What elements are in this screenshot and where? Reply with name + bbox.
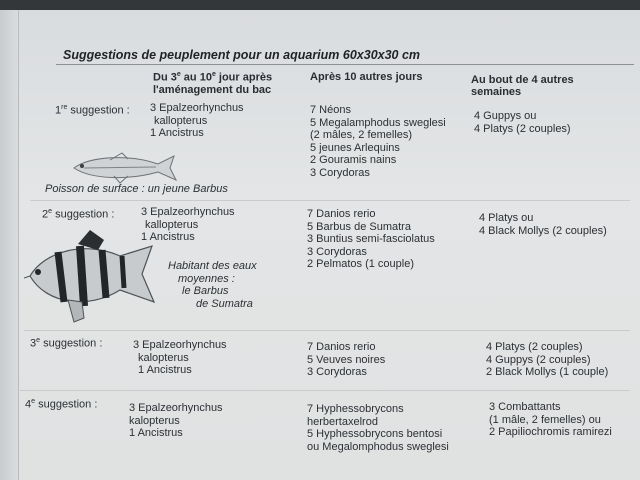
row-3-col-2: 7 Danios rerio 5 Veuves noires 3 Corydoras bbox=[307, 341, 386, 378]
row-label-2: 2e suggestion : bbox=[42, 208, 115, 221]
row-label-3: 3e suggestion : bbox=[30, 337, 103, 350]
row-1-col-1: 3 Epalzeorhynchus kallopterus 1 Ancistrus bbox=[150, 102, 244, 139]
row-2-col-2: 7 Danios rerio 5 Barbus de Sumatra 3 Buntius semi-fasciolatus 3 Corydoras 2 Pelmatos (1 couple) bbox=[307, 208, 435, 270]
row-4-col-1: 3 Epalzeorhynchus kalopterus 1 Ancistrus bbox=[129, 402, 223, 439]
page-title: Suggestions de peuplement pour un aquarium 60x30x30 cm bbox=[63, 48, 421, 62]
row-1-col-3: 4 Guppys ou 4 Platys (2 couples) bbox=[474, 110, 571, 135]
caption-sumatra-barb: Habitant des eaux moyennes : le Barbus de Sumatra bbox=[168, 260, 257, 310]
row-divider-3 bbox=[20, 390, 630, 391]
row-4-col-2: 7 Hyphessobrycons herbertaxelrod 5 Hyphessobrycons bentosi ou Megalomphodus sweglesi bbox=[307, 403, 449, 453]
row-2-col-3: 4 Platys ou 4 Black Mollys (2 couples) bbox=[479, 212, 607, 237]
row-divider-2 bbox=[24, 330, 630, 331]
sumatra-barb-icon bbox=[24, 230, 160, 326]
page-fold bbox=[0, 10, 19, 480]
row-divider-1 bbox=[30, 200, 630, 201]
row-label-4: 4e suggestion : bbox=[25, 398, 98, 411]
row-label-1: 1re suggestion : bbox=[55, 104, 130, 117]
row-3-col-3: 4 Platys (2 couples) 4 Guppys (2 couples) 2 Black Mollys (1 couple) bbox=[486, 341, 609, 378]
column-header-3: Au bout de 4 autres semaines bbox=[471, 74, 574, 98]
column-header-2: Après 10 autres jours bbox=[310, 71, 423, 83]
column-header-1: Du 3e au 10e jour après l'aménagement du bac bbox=[153, 71, 273, 96]
row-2-col-1: 3 Epalzeorhynchus kallopterus 1 Ancistrus bbox=[141, 206, 235, 243]
caption-surface-fish: Poisson de surface : un jeune Barbus bbox=[45, 183, 228, 195]
title-divider bbox=[56, 64, 634, 65]
surface-fish-icon bbox=[70, 150, 180, 186]
row-3-col-1: 3 Epalzeorhynchus kalopterus 1 Ancistrus bbox=[133, 339, 227, 376]
row-4-col-3: 3 Combattants (1 mâle, 2 femelles) ou 2 Papiliochromis ramirezi bbox=[489, 401, 612, 438]
row-1-col-2: 7 Néons 5 Megalamphodus sweglesi (2 mâles, 2 femelles) 5 jeunes Arlequins 2 Gouramis nains 3 Corydoras bbox=[310, 104, 446, 179]
